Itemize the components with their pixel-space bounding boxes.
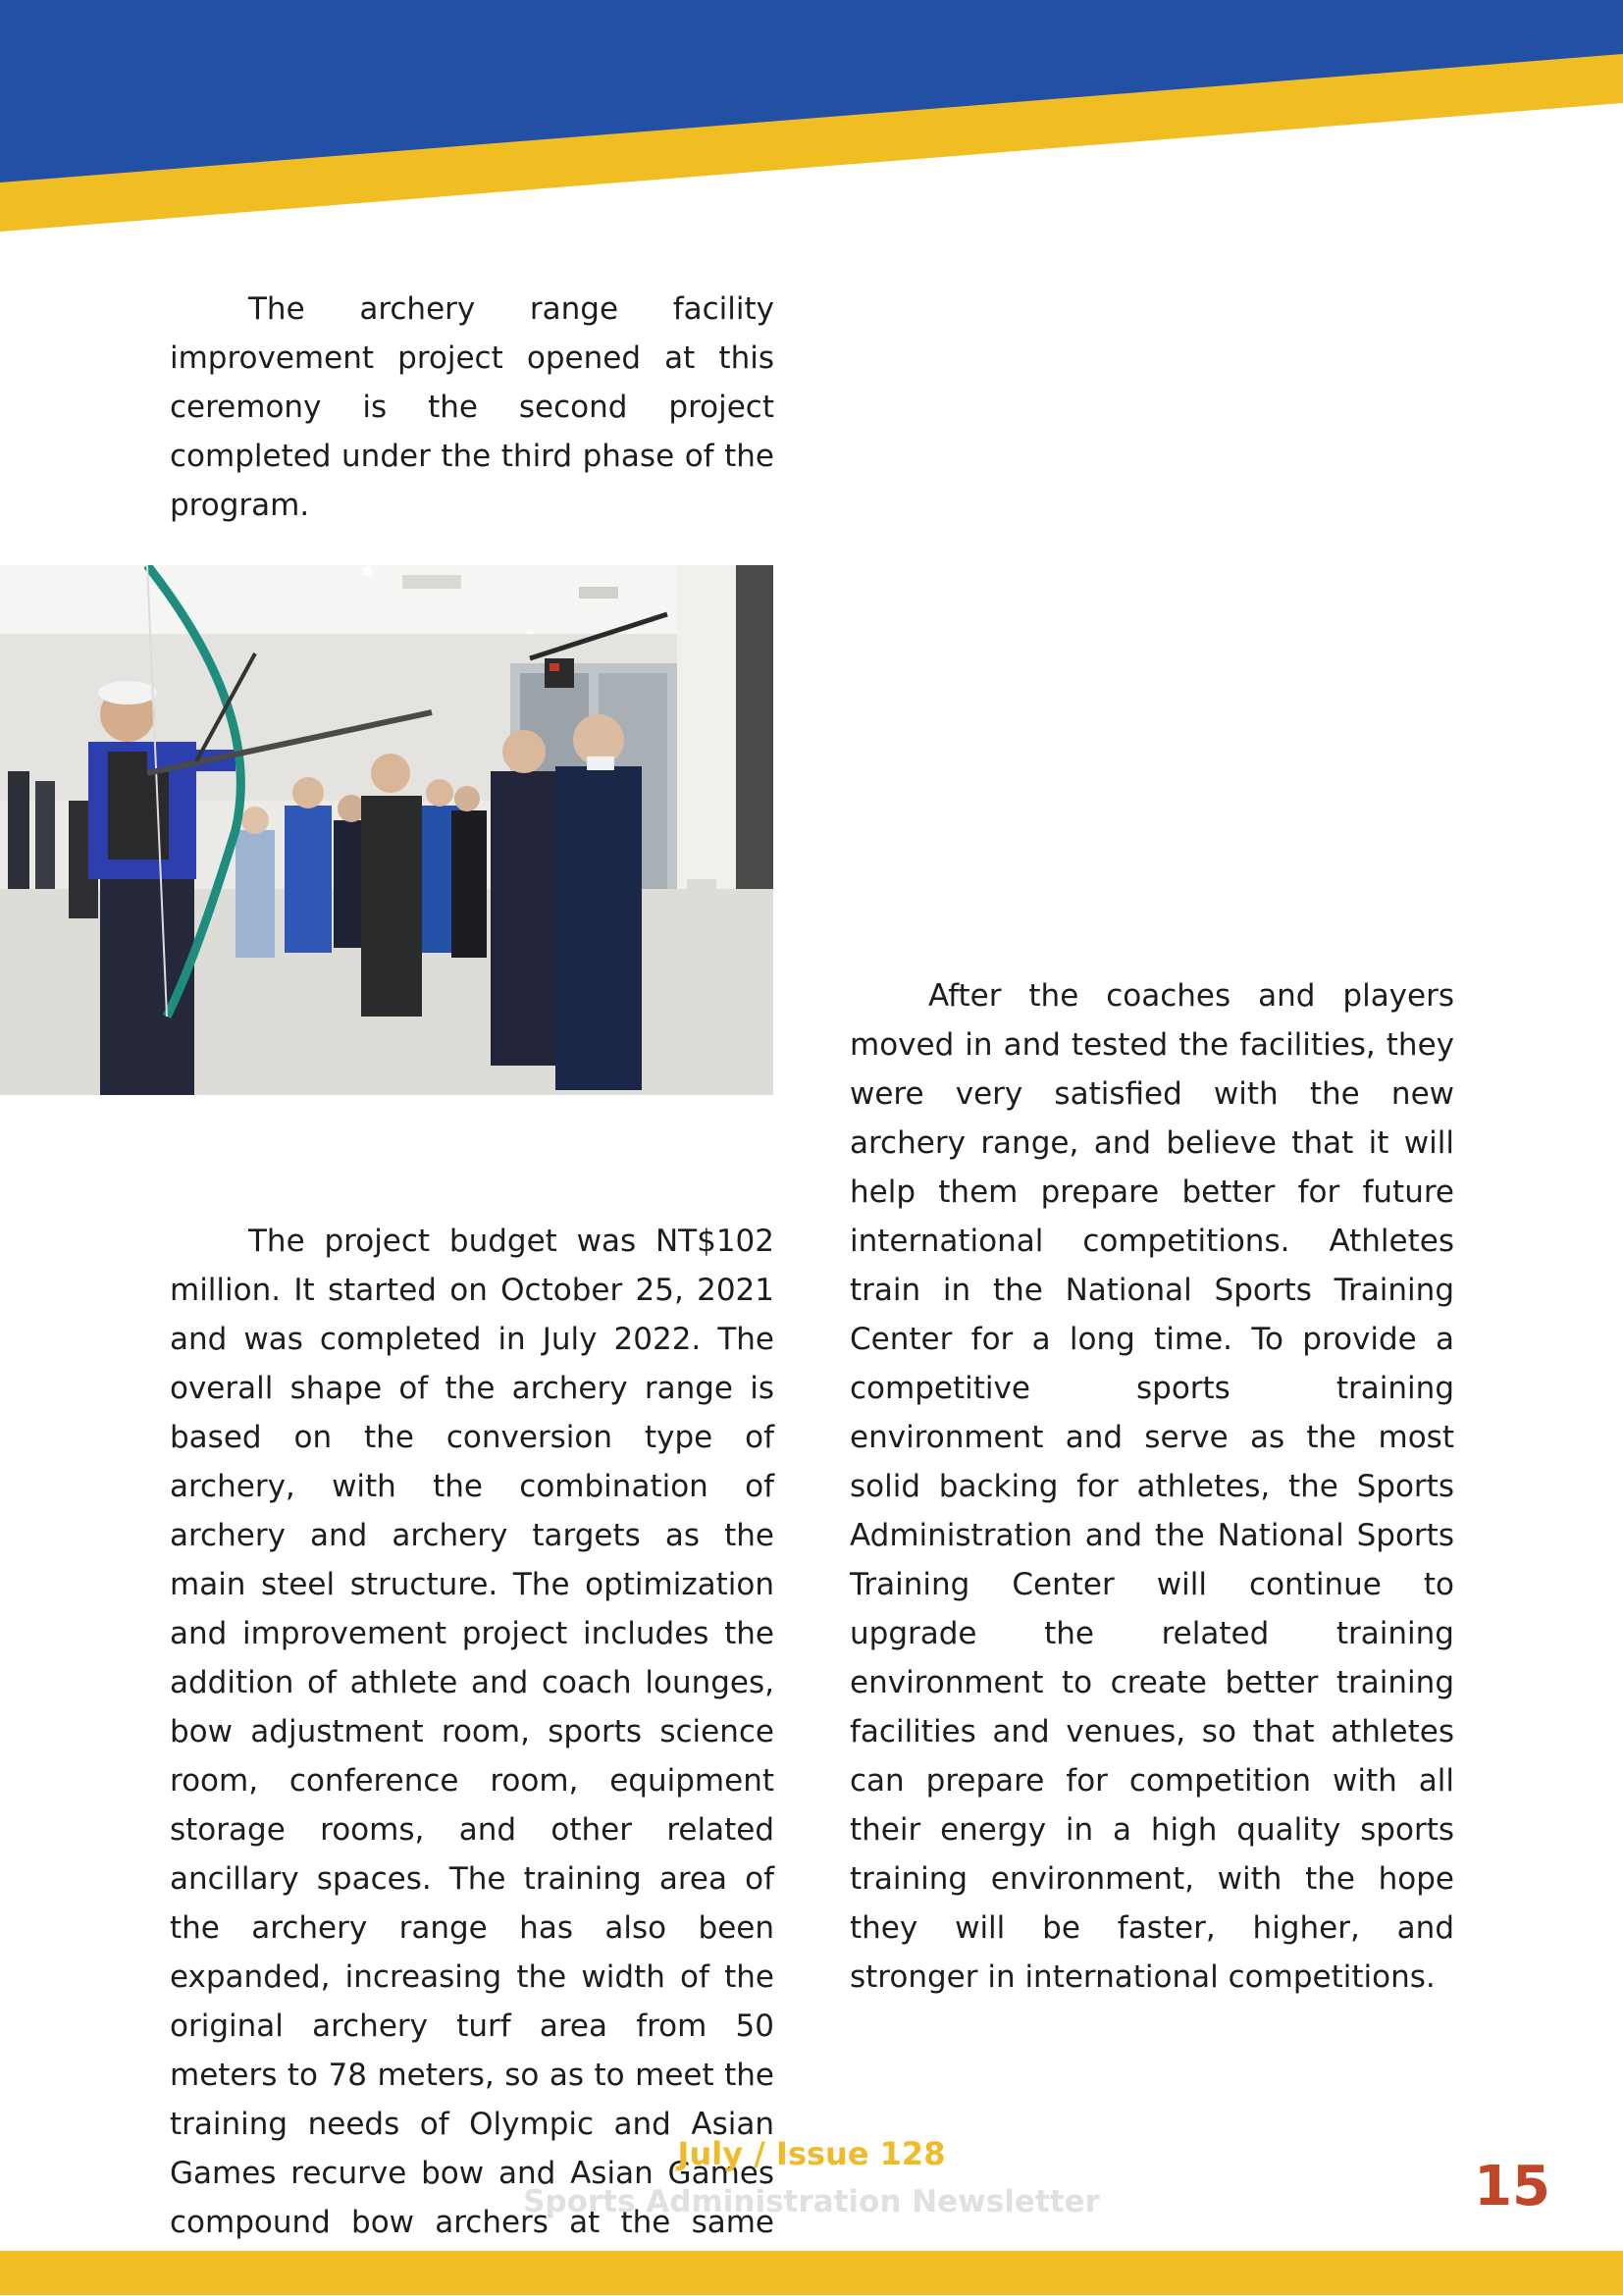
left-column-bottom bbox=[170, 1217, 774, 2296]
continuation-spacer bbox=[850, 285, 1454, 971]
newsletter-name: Sports Administration Newsletter bbox=[523, 2184, 1100, 2219]
paragraph-conclusion: After the coaches and players moved in and tested the facilities, they were very satisfied with the new archery range, and believe that it will help them prepare better for future international competitions. Athletes train in the National Sports Training Center for a long time. To provide a competitive sports training environment and serve as the most solid backing for athletes, the Sports Administration and the National Sports Training Center will continue to upgrade the related training environment to create better training facilities and venues, so that athletes can prepare for competition with all their energy in a high quality sports training environment, with the hope they will be faster, higher, and stronger in international competitions. bbox=[850, 978, 1454, 1995]
left-column-top bbox=[170, 285, 774, 530]
paragraph-intro: The archery range facility improvement project opened at this ceremony is the second project completed under the third phase of the program. bbox=[170, 291, 774, 523]
footer-band bbox=[0, 2251, 1623, 2295]
right-column bbox=[850, 285, 1454, 2002]
page-number: 15 bbox=[1474, 2155, 1550, 2218]
paragraph-budget: The project budget was NT$102 million. It started on October 25, 2021 and was completed in July 2022. The overall shape of the archery range is based on the conversion type of archery, with the combination of archery and archery targets as the main steel structure. The optimization and improvement project includes the addition of athlete and coach lounges, bow adjustment room, sports science room, conference room, equipment storage rooms, and other related ancillary spaces. The training area of the archery range has also been expanded, increasing the width of the original archery turf area from 50 meters to 78 meters, so as to meet the training needs of Olympic and Asian Games recurve bow and Asian Games compound bow archers at the same bbox=[170, 1224, 774, 2240]
header-band bbox=[0, 0, 1623, 235]
archery-photo bbox=[0, 565, 773, 1095]
issue-label: July / Issue 128 bbox=[677, 2135, 946, 2172]
